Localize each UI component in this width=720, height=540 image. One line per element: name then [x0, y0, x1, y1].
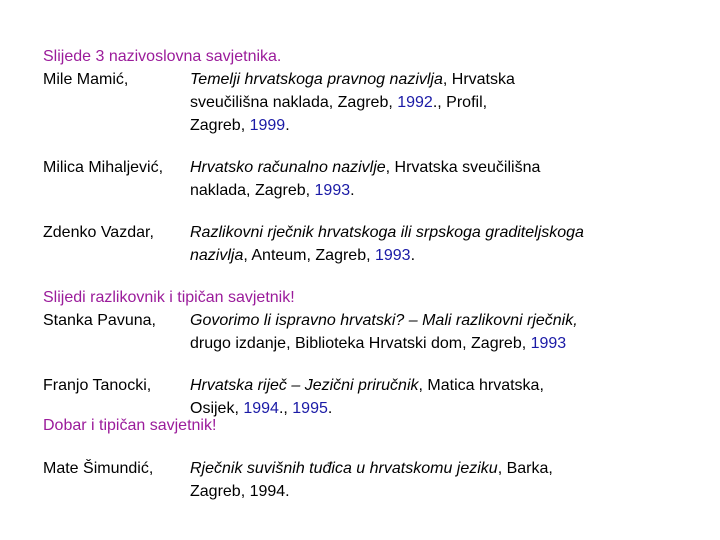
title-mihaljevic: Hrvatsko računalno nazivlje — [190, 159, 386, 176]
publisher-text: drugo izdanje, Biblioteka Hrvatski dom, Zagreb, — [190, 335, 531, 352]
punctuation: . — [410, 247, 416, 264]
entry-tanocki-line1 — [190, 376, 544, 395]
entry-mamic-line1 — [190, 70, 515, 89]
year: 1995 — [292, 400, 328, 417]
entry-mamic-line2 — [190, 93, 487, 112]
publisher-text: Zagreb, — [190, 117, 250, 134]
entry-mihaljevic-line1 — [190, 158, 540, 177]
publisher-text: , Hrvatska sveučilišna — [385, 159, 541, 176]
heading-dobar-savjetnik: Dobar i tipičan savjetnik! — [43, 417, 217, 434]
publisher-text: sveučilišna naklada, Zagreb, — [190, 94, 398, 111]
title-mamic: Temelji hrvatskoga pravnog nazivlja — [190, 71, 443, 88]
year: 1993 — [530, 335, 567, 352]
punctuation: . — [350, 182, 355, 199]
year: 1993 — [314, 182, 351, 199]
entry-simundic-line2: Zagreb, 1994. — [190, 483, 290, 500]
title-tanocki: Hrvatska riječ – Jezični priručnik — [190, 377, 419, 394]
year: 1999 — [249, 117, 286, 134]
entry-simundic-line1 — [190, 459, 553, 478]
year: 1993 — [374, 247, 411, 264]
punctuation: . — [285, 117, 290, 134]
title-vazdar: Razlikovni rječnik hrvatskoga ili srpskoga graditeljskoga — [190, 224, 584, 241]
author-mihaljevic: Milica Mihaljević, — [43, 159, 164, 176]
entry-mihaljevic-line2 — [190, 181, 355, 200]
author-tanocki: Franjo Tanocki, — [43, 377, 152, 394]
publisher-text: ., Profil, — [432, 94, 488, 111]
heading-razlikovnik: Slijedi razlikovnik i tipičan savjetnik! — [43, 289, 295, 306]
author-vazdar: Zdenko Vazdar, — [43, 224, 154, 241]
title-pavuna: Govorimo li ispravno hrvatski? – Mali razlikovni rječnik, — [190, 312, 578, 329]
publisher-text: , Barka, — [497, 460, 553, 477]
year: 1994 — [243, 400, 279, 417]
year: 1992 — [397, 94, 433, 111]
entry-vazdar-line2 — [190, 246, 415, 265]
author-mamic: Mile Mamić, — [43, 71, 129, 88]
publisher-text: , Hrvatska — [442, 71, 515, 88]
author-simundic: Mate Šimundić, — [43, 460, 154, 477]
publisher-text: ., — [278, 400, 293, 417]
title-vazdar-cont: nazivlja — [190, 247, 244, 264]
publisher-text: , Matica hrvatska, — [418, 377, 544, 394]
author-pavuna: Stanka Pavuna, — [43, 312, 156, 329]
title-simundic: Rječnik suvišnih tuđica u hrvatskomu jeziku — [190, 460, 498, 477]
publisher-text: naklada, Zagreb, — [190, 182, 315, 199]
publisher-text: Osijek, — [190, 400, 244, 417]
publisher-text: , Anteum, Zagreb, — [243, 247, 375, 264]
entry-mamic-line3 — [190, 116, 290, 135]
heading-nazivoslovna: Slijede 3 nazivoslovna savjetnika. — [43, 48, 282, 65]
punctuation: . — [327, 400, 333, 417]
entry-pavuna-line2 — [190, 334, 566, 353]
